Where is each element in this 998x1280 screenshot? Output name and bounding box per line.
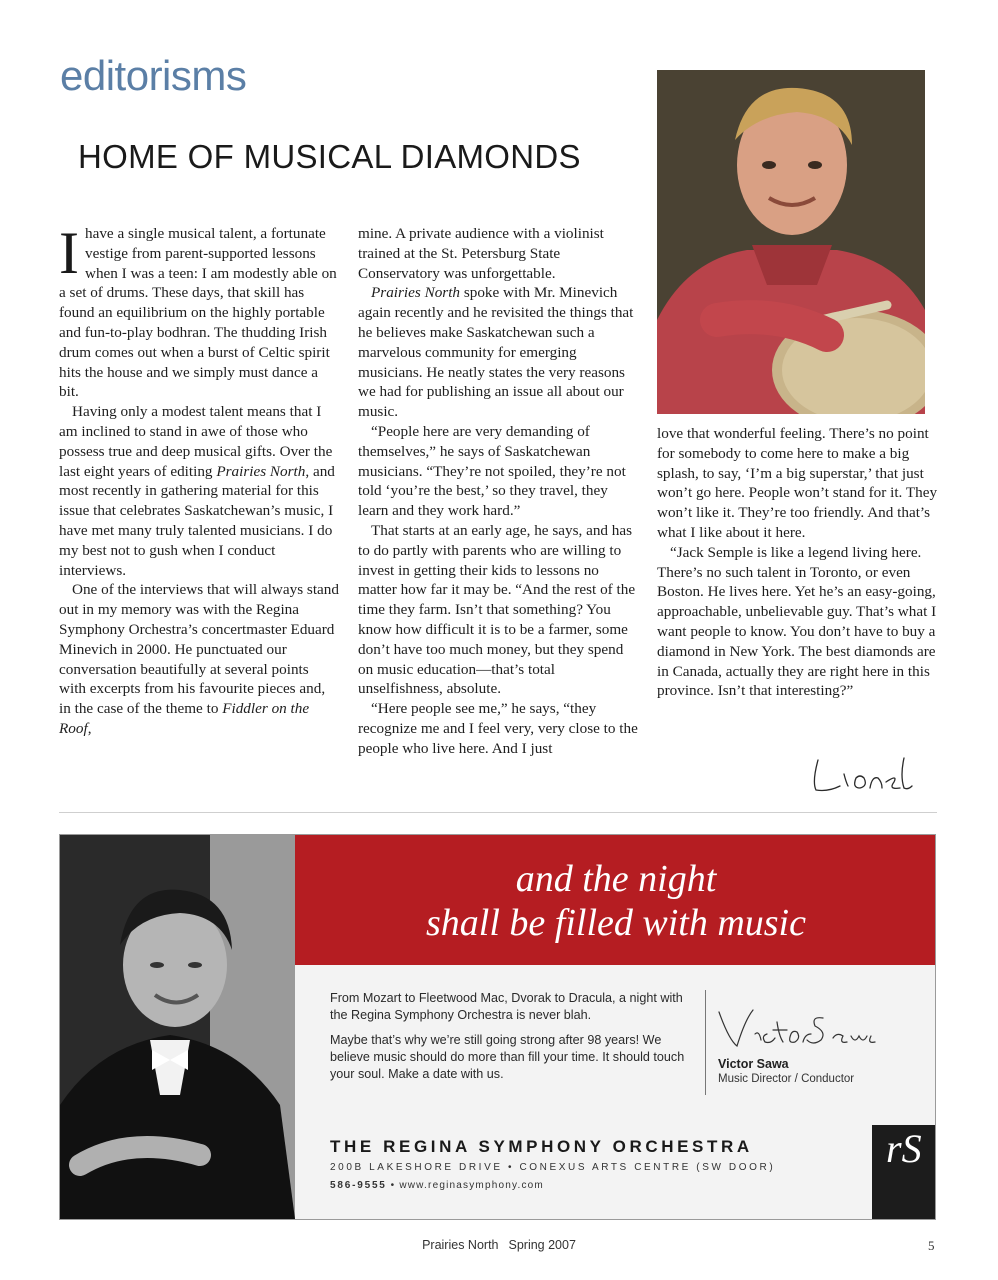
publication-title: Prairies North: [216, 462, 306, 480]
article-headline: HOME OF MUSICAL DIAMONDS: [78, 138, 581, 175]
paragraph: “Here people see me,” he says, “they recognize me and I feel very, very close to the people who live here. And I just: [358, 700, 638, 757]
ad-headline-banner: [295, 835, 936, 965]
orchestra-name: THE REGINA SYMPHONY ORCHESTRA: [330, 1137, 753, 1156]
page-footer: [0, 1238, 998, 1252]
paragraph: [59, 402, 339, 580]
work-title: Fiddler on the Roof: [59, 700, 310, 737]
contact-separator: •: [386, 1180, 400, 1191]
orchestra-contact: [330, 1180, 544, 1191]
publication-name: Prairies North: [422, 1238, 499, 1252]
paragraph-text: ,: [87, 719, 92, 737]
orchestra-logo: [872, 1125, 936, 1219]
paragraph: [59, 220, 339, 402]
drop-cap: I: [59, 220, 79, 286]
editor-photo-illustration: [657, 70, 925, 414]
paragraph-text: , and most recently in gathering material for this issue that celebrates Saskatchewan’s music, I have met many truly talented musicians. I do my best not to gush when I conduct interviews.: [59, 462, 335, 579]
article-column-1: [59, 220, 339, 739]
section-label: editorisms: [60, 52, 247, 99]
orchestra-logo-text: rS: [886, 1126, 922, 1171]
paragraph-text: One of the interviews that will always stand out in my memory was with the Regina Symphony Orchestra’s concertmaster Eduard Minevich in 2000. He punctuated our conversation beautifully at several points with excerpts from his favourite pieces and, in the case of the theme to: [59, 581, 339, 718]
article-column-3: [657, 424, 939, 701]
paragraph: [59, 580, 339, 738]
conductor-photo: [60, 835, 295, 1219]
conductor-photo-illustration: [60, 835, 295, 1219]
ad-headline-line-1: and the night: [515, 858, 717, 900]
ad-body-copy: [330, 990, 690, 1091]
paragraph: That starts at an early age, he says, and has to do partly with parents who are willing to invest in getting their kids to lessons no matter how far it may be. “And the rest of the time they farm. Isn’t that something? You know how difficult it is to be a farmer, some don’t have too much money, but they spend on music education—that’s total unselfishness, absolute.: [358, 521, 636, 698]
paragraph-text: Having only a modest talent means that I am inclined to stand in awe of those who possess true and deep musical gifts. Over the last eight years of editing: [59, 403, 333, 480]
paragraph: [358, 283, 640, 422]
publication-title: Prairies North: [371, 284, 461, 302]
ad-paragraph: Maybe that’s why we’re still going strong after 98 years! We believe music should do more than fill your time. It should touch your soul. Make a date with us.: [330, 1033, 685, 1081]
paragraph: love that wonderful feeling. There’s no point for somebody to come here to make a big splash, to say, ‘I’m a big superstar,’ that just won’t go here. People won’t stand for it. They won’t like it. They’re too friendly. And that’s what I like about it here.: [657, 425, 938, 541]
orchestra-address: 200B LAKESHORE DRIVE • CONEXUS ARTS CENTRE (SW DOOR): [330, 1162, 776, 1173]
conductor-signature: [715, 1000, 880, 1060]
paragraph: mine. A private audience with a violinist trained at the St. Petersburg State Conservatory was unforgettable.: [358, 225, 604, 282]
editor-signature: [808, 752, 918, 800]
orchestra-website[interactable]: www.reginasymphony.com: [399, 1180, 544, 1191]
conductor-role: Music Director / Conductor: [718, 1073, 855, 1085]
section-divider: [59, 812, 937, 813]
page-number: 5: [928, 1238, 935, 1253]
ad-paragraph: From Mozart to Fleetwood Mac, Dvorak to Dracula, a night with the Regina Symphony Orchestra is never blah.: [330, 991, 683, 1022]
editor-photo: [657, 70, 925, 414]
ad-headline-line-2: shall be filled with music: [426, 902, 806, 944]
conductor-name: Victor Sawa: [718, 1057, 789, 1071]
issue-label: Spring 2007: [508, 1238, 576, 1252]
article-column-2: [358, 224, 640, 759]
ad-vertical-rule: [705, 990, 706, 1095]
symphony-advertisement: [59, 834, 936, 1220]
paragraph: “Jack Semple is like a legend living here. There’s no such talent in Toronto, or even Boston. He lives here. Yet he’s an easy-going, approachable, unbelievable guy. That’s what I want people to know. You don’t have to buy a diamond in New York. The best diamonds are in Canada, actually they are right here in this province. Isn’t that interesting?”: [657, 543, 937, 700]
paragraph-text: spoke with Mr. Minevich again recently and he revisited the things that he believes make Saskatchewan such a marvelous community for emerging musicians. He neatly states the very reasons we had for publishing an issue all about our music.: [358, 284, 634, 421]
paragraph: “People here are very demanding of themselves,” he says of Saskatchewan musicians. “They’re not spoiled, they’re not told ‘you’re the best,’ so they travel, they learn and they work hard.”: [358, 422, 626, 520]
orchestra-phone: 586-9555: [330, 1180, 387, 1191]
paragraph-text: have a single musical talent, a fortunate vestige from parent-supported lessons when I was a teen: I am modestly able on a set of drums. These days, that skill has found an equilibrium on the highly portable and fun-to-play bodhran. The thudding Irish drum comes out when a burst of Celtic spirit hits the house and we simply must dance a bit.: [59, 225, 337, 401]
